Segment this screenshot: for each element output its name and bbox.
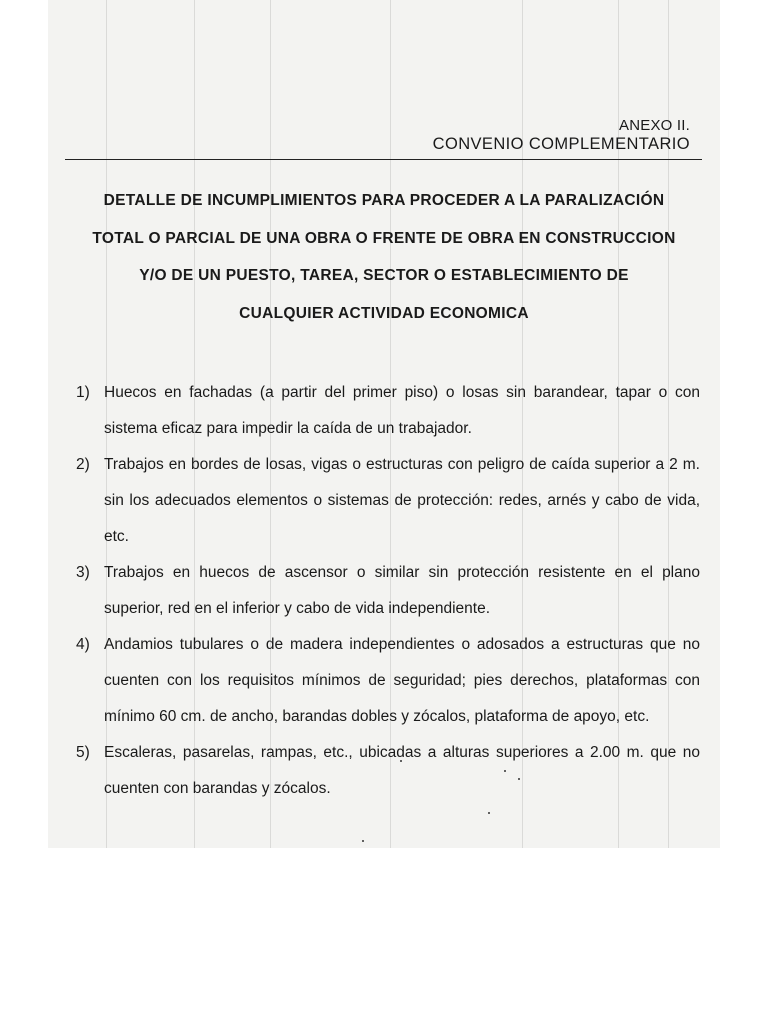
title-line: TOTAL O PARCIAL DE UNA OBRA O FRENTE DE OBRA EN CONSTRUCCION [92,229,676,247]
document-title [60,188,708,338]
item-text: Escaleras, pasarelas, rampas, etc., ubicadas a alturas superiores a 2.00 m. que no cuenten con barandas y zócalos. [104,744,700,797]
list-item [76,627,700,735]
annex-subtitle: CONVENIO COMPLEMENTARIO [432,135,690,153]
item-number: 2) [76,456,90,473]
list-item [76,447,700,555]
item-text: Trabajos en huecos de ascensor o similar sin protección resistente en el plano superior, red en el inferior y cabo de vida independiente. [104,564,700,617]
item-number: 3) [76,564,90,581]
title-line: DETALLE DE INCUMPLIMIENTOS PARA PROCEDER A LA PARALIZACIÓN [103,192,665,209]
item-text: Huecos en fachadas (a partir del primer piso) o losas sin barandear, tapar o con sistema eficaz para impedir la caída de un trabajador. [104,384,700,437]
item-number: 4) [76,636,90,653]
scan-speck [488,812,490,814]
item-number: 1) [76,384,90,401]
list-item [76,375,700,447]
title-line: Y/O DE UN PUESTO, TAREA, SECTOR O ESTABLECIMIENTO DE [139,267,629,284]
list-item [76,555,700,627]
item-text: Andamios tubulares o de madera independientes o adosados a estructuras que no cuenten con los requisitos mínimos de seguridad; pies derechos, plataformas con mínimo 60 cm. de ancho, barandas dobles y zócalos, plataforma de apoyo, etc. [104,636,700,725]
incumplimientos-list [76,375,700,807]
item-text: Trabajos en bordes de losas, vigas o estructuras con peligro de caída superior a 2 m. sin los adecuados elementos o sistemas de protección: redes, arnés y cabo de vida, etc. [104,456,700,545]
item-number: 5) [76,744,90,761]
annex-label: ANEXO II. [619,117,690,134]
scan-speck [362,840,364,842]
header-rule [65,159,702,160]
list-item [76,735,700,807]
title-line: CUALQUIER ACTIVIDAD ECONOMICA [239,304,529,322]
